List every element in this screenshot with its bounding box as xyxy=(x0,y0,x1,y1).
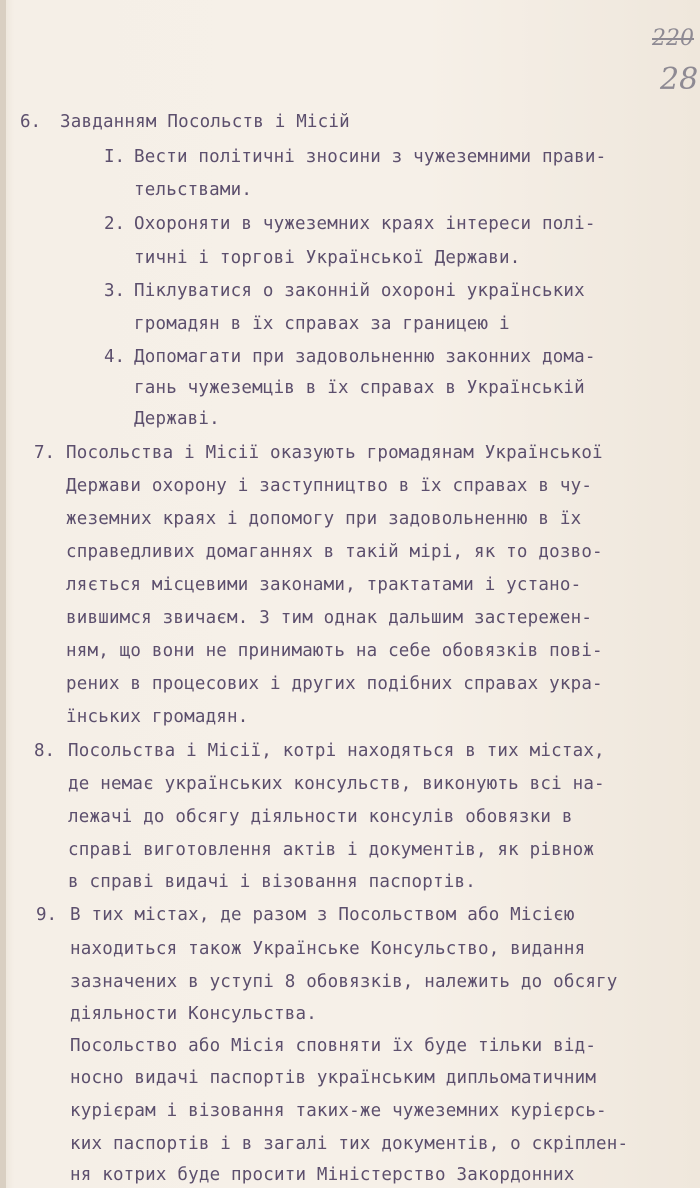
item-number: 3. xyxy=(104,281,126,301)
text-line: Держави охорону і заступництво в їх справах в чу- xyxy=(66,476,593,496)
text-line: В тих містах, де разом з Посольством або Місією xyxy=(70,905,575,925)
item-number: I. xyxy=(104,147,126,167)
text-line: їнських громадян. xyxy=(66,707,249,727)
text-line: зазначених в уступі 8 обовязків, належить до обсягу xyxy=(70,972,618,992)
section-number: 6. xyxy=(20,112,42,132)
text-line: Посольства і Місії, котрі находяться в тих містах, xyxy=(68,741,605,761)
text-line: находиться також Українське Консульство, видання xyxy=(70,939,586,959)
text-line: гань чужеземців в їх справах в Українській xyxy=(134,378,585,398)
item-number: 4. xyxy=(104,347,126,367)
text-line: ляється місцевими законами, трактатами і устано- xyxy=(66,575,582,595)
page-number-old: 220 xyxy=(652,26,694,51)
section-number: 9. xyxy=(36,905,58,925)
text-line: діяльности Консульства. xyxy=(70,1004,317,1024)
text-line: вившимся звичаєм. З тим однак дальшим застережен- xyxy=(66,608,593,628)
text-line: Охороняти в чужеземних краях інтереси полі- xyxy=(134,214,596,234)
text-line: Державі. xyxy=(134,409,220,429)
text-line: громадян в їх справах за границею і xyxy=(134,314,510,334)
text-line: курієрам і візовання таких-же чужеземних курієрсь- xyxy=(70,1101,607,1121)
text-line: справі виготовлення актів і документів, як рівнож xyxy=(68,840,595,860)
text-line: носно видачі паспортів українським дипльоматичним xyxy=(70,1068,597,1088)
text-line: Допомагати при задовольненню законних дома- xyxy=(134,347,596,367)
item-number: 2. xyxy=(104,214,126,234)
section-number: 8. xyxy=(34,741,56,761)
text-line: справедливих домаганнях в такій мірі, як то дозво- xyxy=(66,542,603,562)
text-line: тельствами. xyxy=(134,180,253,200)
text-line: жеземних краях і допомогу при задовольненню в їх xyxy=(66,509,582,529)
text-line: тичні і торгові Української Держави. xyxy=(134,248,521,268)
text-line: Посольство або Місія сповняти їх буде тільки від- xyxy=(70,1036,597,1056)
text-line: де немає українських консульств, виконують всі на- xyxy=(68,774,605,794)
text-line: ких паспортів і в загалі тих документів, о скріплен- xyxy=(70,1134,629,1154)
text-line: ня котрих буде просити Міністерство Закордонних xyxy=(70,1165,575,1185)
text-line: рених в процесових і других подібних справах укра- xyxy=(66,674,603,694)
page-number-new: 28 xyxy=(660,62,699,97)
text-line: в справі видачі і візовання паспортів. xyxy=(68,872,476,892)
section-heading: Завданням Посольств і Місій xyxy=(60,112,350,132)
section-number: 7. xyxy=(34,443,56,463)
text-line: ням, що вони не принимають на себе обовязків пові- xyxy=(66,641,603,661)
text-line: Вести політичні зносини з чужеземними прави- xyxy=(134,147,607,167)
text-line: лежачі до обсягу діяльности консулів обовязки в xyxy=(68,807,573,827)
text-line: Посольства і Місії оказують громадянам Української xyxy=(66,443,603,463)
page-edge xyxy=(0,0,6,1188)
text-line: Піклуватися о законній охороні українських xyxy=(134,281,585,301)
